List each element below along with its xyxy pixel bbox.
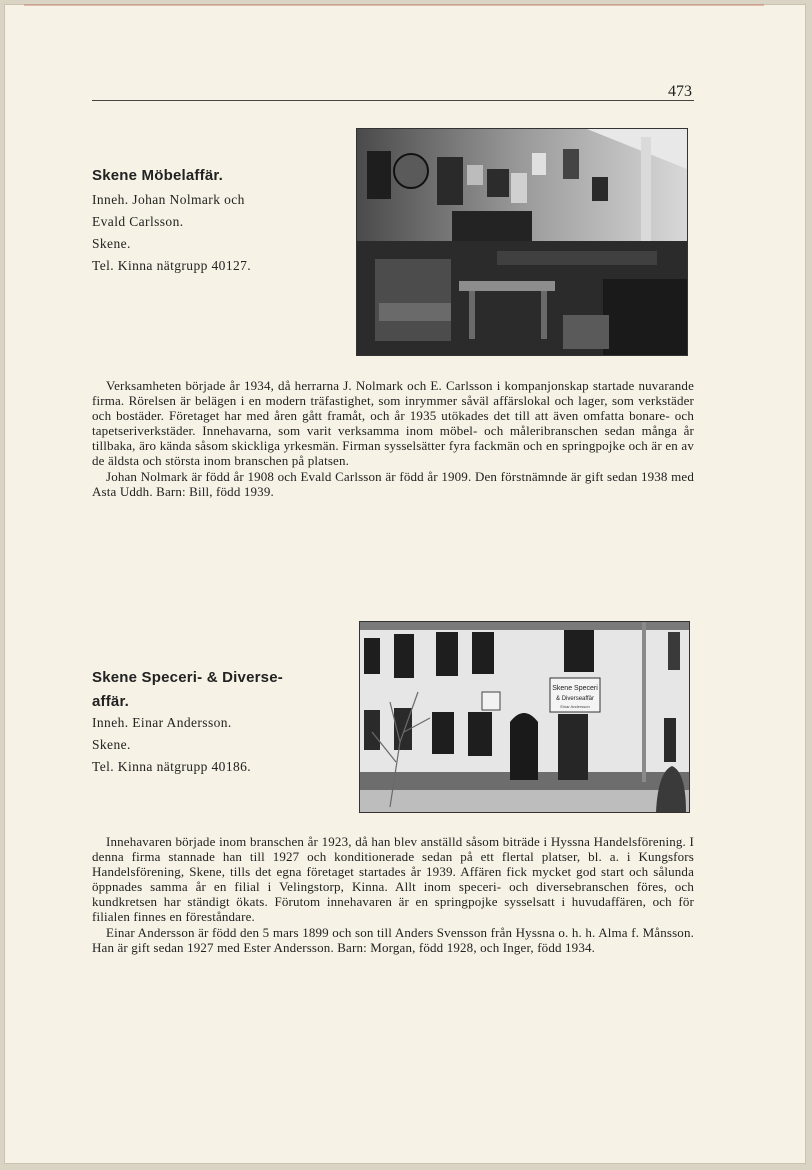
entry-1-place: Skene. xyxy=(92,236,131,251)
entry-2-info xyxy=(92,712,251,778)
entry-1-description xyxy=(92,378,694,499)
entry-1-name: Skene Möbelaffär. xyxy=(92,167,223,184)
entry-2-name-line-1: Skene Speceri- & Diverse- xyxy=(92,669,283,686)
entry-2-paragraph-2: Einar Andersson är född den 5 mars 1899 och son till Anders Svensson från Hyssna o. h. h. Alma f. Månsson. Han är gift sedan 1927 med Ester Andersson. Barn: Morgan, född 1928, och Inger, född 1934. xyxy=(92,924,694,955)
shop-sign-line-1: Skene Speceri xyxy=(552,685,598,692)
header-rule xyxy=(92,100,694,101)
entry-2-description xyxy=(92,834,694,955)
entry-1-owner-cont: Evald Carlsson. xyxy=(92,214,184,229)
shop-sign-line-3: Einar Andersson xyxy=(560,704,590,709)
book-page xyxy=(4,4,806,1164)
entry-1-paragraph-1: Verksamheten började år 1934, då herrarna J. Nolmark och E. Carlsson i kompanjonskap startade nuvarande firma. Rörelsen är belägen i en modern träfastighet, som inrymmer såväl affärslokal och lager, som verkstäder och bostäder. Företaget har med åren gått framåt, och år 1935 utökades det till att även omfatta bonare- och tapetseriverkstäder. Innehavarna, som varit verksamma inom möbel- och måleribranschen sedan många år tillbaka, äro kända såsom skickliga yrkesmän. Firman sysselsätter fyra fackmän och en springpojke och är en av de äldsta och största inom branschen på platsen. xyxy=(92,378,694,469)
entry-1-info xyxy=(92,189,251,277)
entry-1-paragraph-2: Johan Nolmark är född år 1908 och Evald Carlsson är född år 1909. Den förstnämnde är gift sedan 1938 med Asta Uddh. Barn: Bill, född 1939. xyxy=(92,468,694,499)
entry-1-owner: Inneh. Johan Nolmark och xyxy=(92,192,245,207)
entry-2-owner: Inneh. Einar Andersson. xyxy=(92,715,232,730)
entry-2-phone: Tel. Kinna nätgrupp 40186. xyxy=(92,759,252,774)
page-edge-mark xyxy=(24,4,764,6)
entry-2-name xyxy=(92,666,283,714)
entry-1-phone: Tel. Kinna nätgrupp 40127. xyxy=(92,258,252,273)
entry-2-name-line-2: affär. xyxy=(92,693,130,710)
shop-sign-line-2: & Diverseaffär xyxy=(556,696,594,702)
page-number: 473 xyxy=(668,83,692,100)
entry-2-place: Skene. xyxy=(92,737,131,752)
furniture-store-interior-photo xyxy=(356,128,688,356)
entry-2-paragraph-1: Innehavaren började inom branschen år 1923, då han blev anställd såsom biträde i Hyssna Handelsförening. I denna firma stannade han till 1927 och konditionerade sedan på ett flertal platser, bl. a. i Kungsfors Handelsförening, Skene, tills det egna företaget startades år 1939. Affären fick mycket god start och sålunda öppnades samma år en filial i Velingstorp, Kinna. Allt inom speceri- och diversebranschen föres, och kundkretsen har ständigt ökats. Förutom innehavaren är en springpojke sysselsatt i huvudaffären, och för filialen finnes en föreståndare. xyxy=(92,834,694,925)
grocery-store-exterior-photo xyxy=(359,621,690,813)
